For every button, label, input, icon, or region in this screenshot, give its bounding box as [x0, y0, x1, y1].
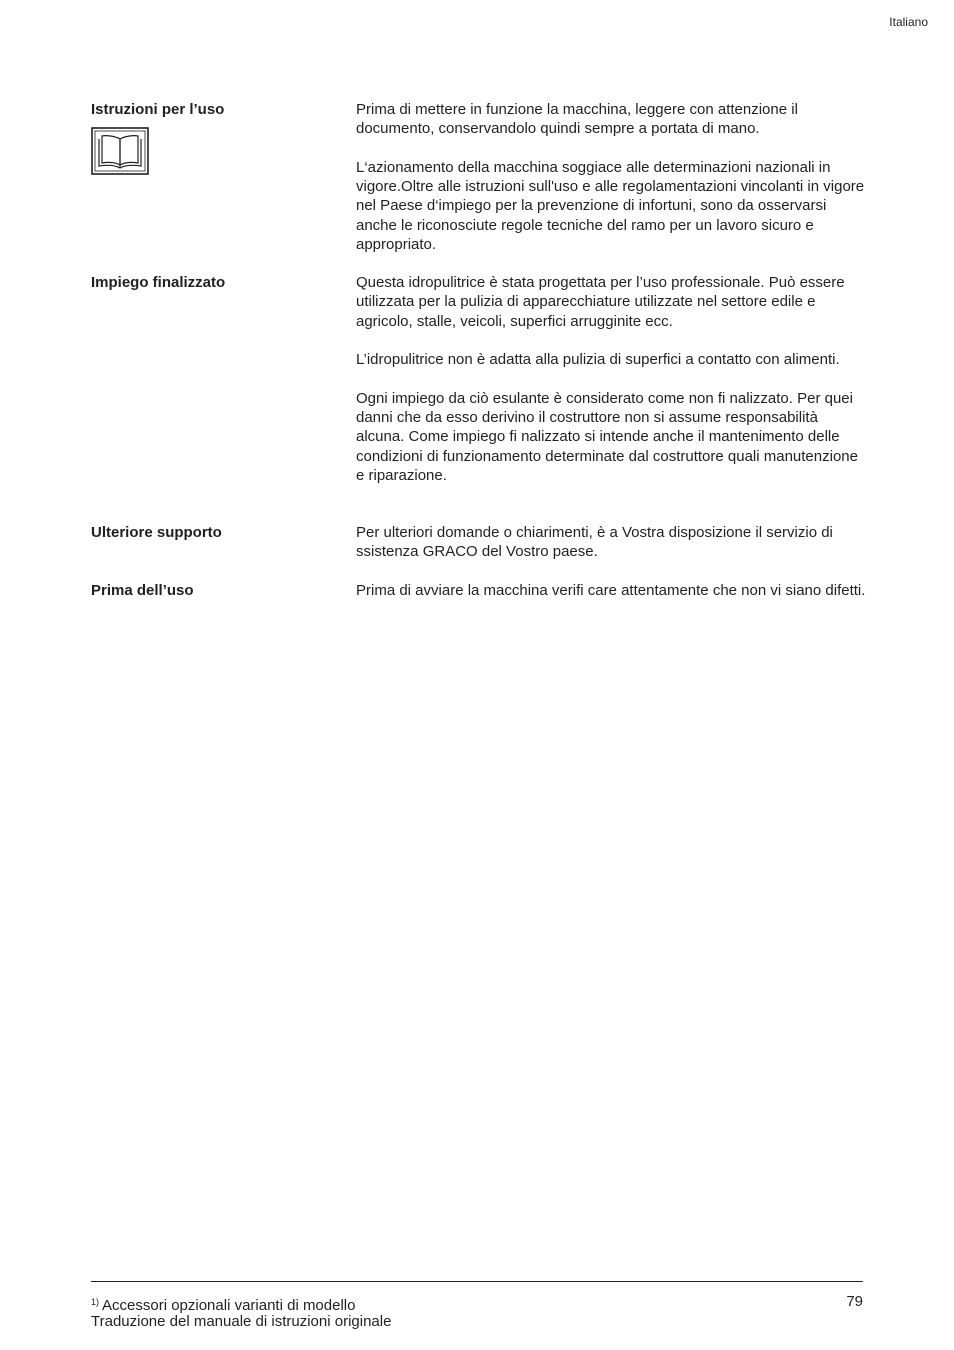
paragraph: Per ulteriori domande o chiarimenti, è a Vostra disposizione il servizio di ssistenza GRACO del Vostro paese.	[356, 524, 833, 561]
footer-subtitle: Traduzione del manuale di istruzioni originale	[91, 1313, 392, 1330]
paragraph: L‘azionamento della macchina soggiace alle determinazioni nazionali in vigore.Oltre alle istruzioni sull'uso e alle regolamentazioni vincolanti in vigore nel Paese d‘impiego per la prevenzione di infortuni, sono da osservarsi anche le riconosciute regole tecniche del ramo per un lavoro sicuro e appropriato.	[356, 158, 865, 254]
page-number: 79	[846, 1293, 863, 1310]
paragraph: Prima di avviare la macchina verifi care attentamente che non vi siano difetti.	[356, 582, 866, 599]
section-body	[356, 100, 868, 254]
section-body	[356, 523, 868, 562]
section-body	[356, 273, 868, 485]
language-label: Italiano	[889, 15, 928, 29]
footer-divider	[91, 1281, 863, 1282]
paragraph: L’idropulitrice non è adatta alla pulizia di superfici a contatto con alimenti.	[356, 351, 840, 369]
section-body	[356, 581, 868, 600]
paragraph: Prima di mettere in funzione la macchina, leggere con attenzione il documento, conservandolo quindi sempre a portata di mano.	[356, 101, 798, 138]
paragraph: Questa idropulitrice è stata progettata per l’uso professionale. Può essere utilizzata per la pulizia di apparecchiature utilizzate nel settore edile e agricolo, stalle, veicoli, superfici arrugginite ecc.	[356, 274, 845, 330]
footnote-marker: 1)	[91, 1297, 100, 1307]
section-label: Ulteriore supporto	[91, 524, 222, 541]
section-label: Istruzioni per l’uso	[91, 101, 225, 118]
book-icon	[91, 127, 149, 175]
paragraph: Ogni impiego da ciò esulante è considerato come non fi nalizzato. Per quei danni che da esso derivino il costruttore non si assume responsabilità alcuna. Come impiego fi nalizzato si intende anche il mantenimento delle condizioni di funzionamento determinate dal costruttore quali manutenzione e riparazione.	[356, 389, 858, 484]
section-label: Impiego finalizzato	[91, 274, 226, 291]
footnote-text: Accessori opzionali varianti di modello	[102, 1297, 356, 1314]
section-label: Prima dell’uso	[91, 582, 194, 599]
